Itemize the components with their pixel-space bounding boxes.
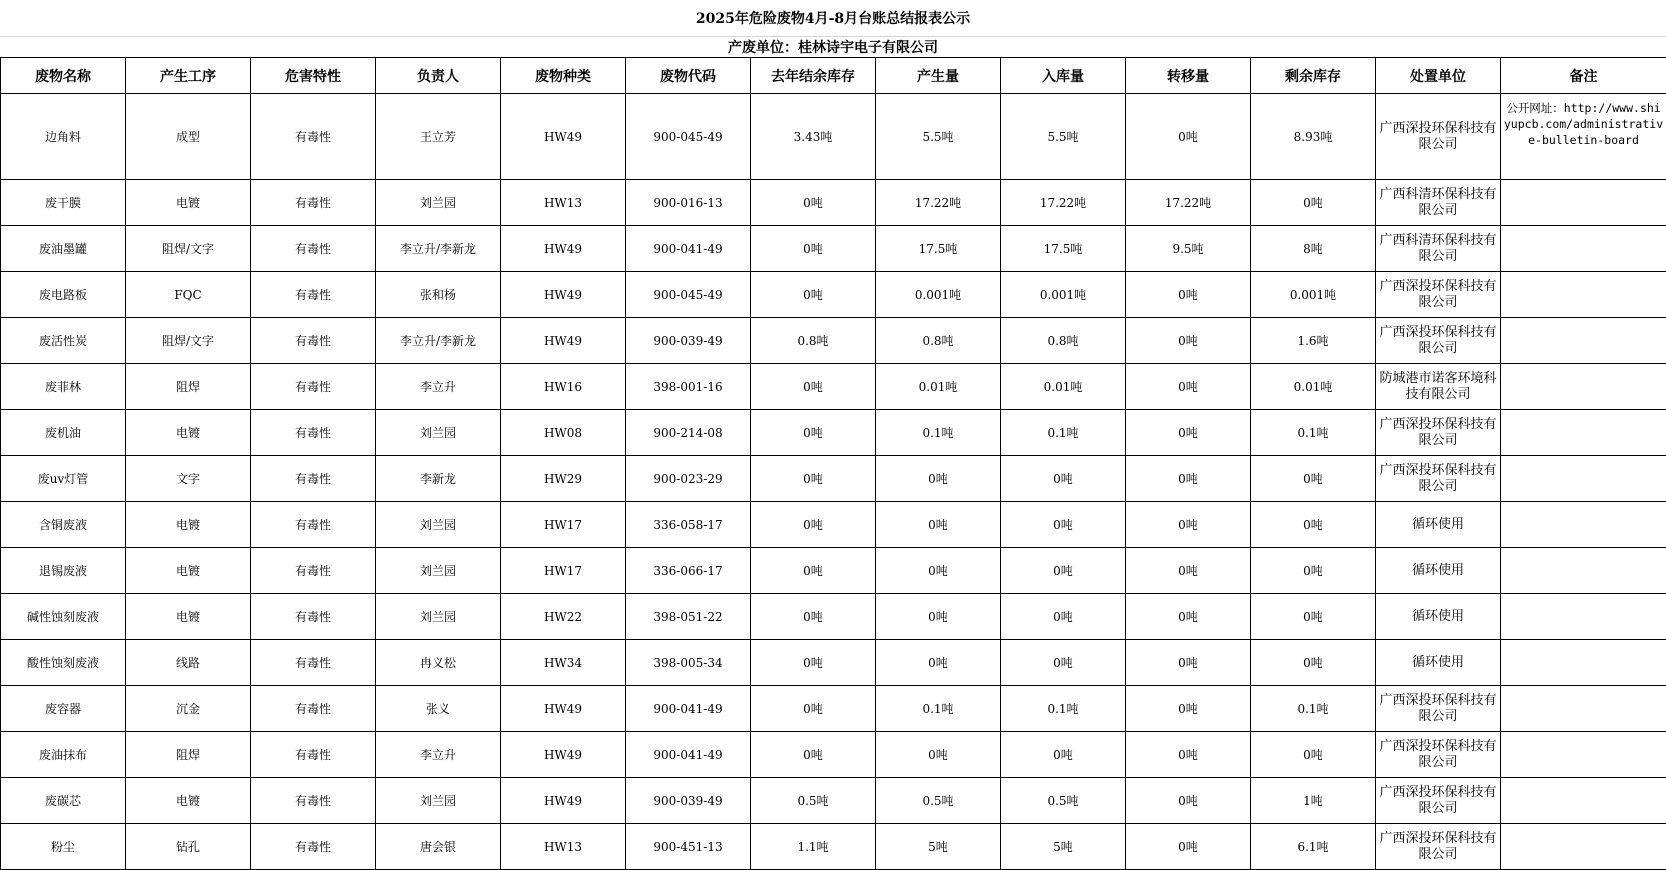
table-cell: 边角料	[1, 94, 126, 180]
table-cell	[1501, 778, 1666, 824]
table-cell: 0.001吨	[1251, 272, 1376, 318]
table-cell: 刘兰园	[376, 778, 501, 824]
header-row	[1, 58, 1666, 94]
table-cell: 3.43吨	[751, 94, 876, 180]
table-cell: 9.5吨	[1126, 226, 1251, 272]
table-cell: 成型	[126, 94, 251, 180]
table-cell: 酸性蚀刻废液	[1, 640, 126, 686]
table-cell: 900-016-13	[626, 180, 751, 226]
table-cell: 钻孔	[126, 824, 251, 870]
table-row	[1, 272, 1666, 318]
table-cell: 废容器	[1, 686, 126, 732]
table-cell: 张和杨	[376, 272, 501, 318]
table-cell: 广西深投环保科技有限公司	[1376, 686, 1501, 732]
table-cell: 900-041-49	[626, 686, 751, 732]
table-cell: HW49	[501, 686, 626, 732]
table-cell: 有毒性	[251, 778, 376, 824]
table-cell: 900-041-49	[626, 226, 751, 272]
table-cell: 碱性蚀刻废液	[1, 594, 126, 640]
table-cell: 0吨	[751, 226, 876, 272]
table-cell: HW34	[501, 640, 626, 686]
table-cell: 有毒性	[251, 824, 376, 870]
table-cell: 0吨	[1126, 364, 1251, 410]
table-cell: 李立升	[376, 364, 501, 410]
table-cell: HW13	[501, 824, 626, 870]
table-cell: HW29	[501, 456, 626, 502]
table-cell: 广西深投环保科技有限公司	[1376, 410, 1501, 456]
table-cell: 0吨	[1126, 548, 1251, 594]
table-cell: 0吨	[1126, 456, 1251, 502]
table-cell: 废油抹布	[1, 732, 126, 778]
table-cell: 废机油	[1, 410, 126, 456]
table-cell: 0吨	[751, 502, 876, 548]
table-cell: 王立芳	[376, 94, 501, 180]
table-cell: 398-001-16	[626, 364, 751, 410]
table-row	[1, 456, 1666, 502]
table-cell: 0吨	[876, 732, 1001, 778]
table-cell: 有毒性	[251, 364, 376, 410]
table-cell: 有毒性	[251, 548, 376, 594]
table-cell: 0吨	[1251, 456, 1376, 502]
table-cell: 电镀	[126, 548, 251, 594]
table-cell: 0吨	[751, 686, 876, 732]
table-cell: 0吨	[751, 456, 876, 502]
table-cell	[1501, 272, 1666, 318]
table-cell: 0.8吨	[751, 318, 876, 364]
table-cell: 0吨	[1126, 410, 1251, 456]
table-cell: 0吨	[1251, 548, 1376, 594]
report-title: 2025年危险废物4月-8月台账总结报表公示	[0, 0, 1666, 37]
table-cell: 有毒性	[251, 502, 376, 548]
table-cell: 0吨	[751, 410, 876, 456]
table-cell: 5.5吨	[876, 94, 1001, 180]
table-cell: 废菲林	[1, 364, 126, 410]
table-cell: HW49	[501, 732, 626, 778]
table-cell: 废干膜	[1, 180, 126, 226]
table-row	[1, 824, 1666, 870]
column-header: 产生量	[876, 58, 1001, 94]
table-cell: 阻焊	[126, 364, 251, 410]
table-cell: 0吨	[1001, 732, 1126, 778]
table-cell: 0吨	[1251, 732, 1376, 778]
table-cell	[1501, 410, 1666, 456]
table-cell: 广西深投环保科技有限公司	[1376, 732, 1501, 778]
table-cell: 0吨	[1251, 594, 1376, 640]
table-cell: 0吨	[751, 640, 876, 686]
table-cell: 0吨	[1126, 502, 1251, 548]
table-cell: HW49	[501, 778, 626, 824]
table-cell: 广西深投环保科技有限公司	[1376, 318, 1501, 364]
table-cell: 废电路板	[1, 272, 126, 318]
table-cell: 5吨	[876, 824, 1001, 870]
table-cell: 0吨	[876, 456, 1001, 502]
column-header: 去年结余库存	[751, 58, 876, 94]
table-row	[1, 502, 1666, 548]
column-header: 危害特性	[251, 58, 376, 94]
table-cell: 阻焊/文字	[126, 226, 251, 272]
table-cell: 0.01吨	[1001, 364, 1126, 410]
table-cell: 0吨	[876, 502, 1001, 548]
table-cell: 文字	[126, 456, 251, 502]
table-cell: 0.1吨	[1251, 410, 1376, 456]
table-cell: 电镀	[126, 180, 251, 226]
table-cell: 0.1吨	[1251, 686, 1376, 732]
table-cell: 广西科清环保科技有限公司	[1376, 226, 1501, 272]
table-cell: 8.93吨	[1251, 94, 1376, 180]
table-cell: 公开网址：http://www.shiyupcb.com/administrative-bulletin-board	[1501, 94, 1666, 180]
table-cell: 0吨	[876, 594, 1001, 640]
table-cell: 5吨	[1001, 824, 1126, 870]
table-cell: 0吨	[1126, 778, 1251, 824]
table-cell: 有毒性	[251, 594, 376, 640]
table-cell: 循环使用	[1376, 502, 1501, 548]
table-cell: 循环使用	[1376, 594, 1501, 640]
table-cell	[1501, 180, 1666, 226]
table-cell	[1501, 548, 1666, 594]
table-cell: 有毒性	[251, 732, 376, 778]
table-cell: 电镀	[126, 594, 251, 640]
table-cell: 0吨	[1126, 318, 1251, 364]
table-cell: 0吨	[1126, 94, 1251, 180]
table-cell: 0.1吨	[1001, 410, 1126, 456]
table-cell: 0.001吨	[1001, 272, 1126, 318]
table-cell: 900-039-49	[626, 778, 751, 824]
table-cell: 0吨	[1251, 180, 1376, 226]
table-cell: 900-041-49	[626, 732, 751, 778]
table-cell: 电镀	[126, 778, 251, 824]
table-cell: 336-066-17	[626, 548, 751, 594]
table-cell: 线路	[126, 640, 251, 686]
table-cell: 0.5吨	[751, 778, 876, 824]
table-cell: 李立升/李新龙	[376, 318, 501, 364]
table-cell: 0吨	[1001, 640, 1126, 686]
table-cell	[1501, 824, 1666, 870]
table-cell: 有毒性	[251, 686, 376, 732]
table-cell: 0吨	[751, 364, 876, 410]
table-cell: 398-051-22	[626, 594, 751, 640]
column-header: 负责人	[376, 58, 501, 94]
table-cell: 900-451-13	[626, 824, 751, 870]
table-cell	[1501, 364, 1666, 410]
table-cell: 0吨	[1001, 548, 1126, 594]
table-row	[1, 594, 1666, 640]
table-cell: 粉尘	[1, 824, 126, 870]
table-cell: 有毒性	[251, 226, 376, 272]
table-cell: 0吨	[1001, 502, 1126, 548]
table-row	[1, 364, 1666, 410]
table-cell: 0.1吨	[876, 686, 1001, 732]
table-cell: HW49	[501, 94, 626, 180]
table-cell: 阻焊	[126, 732, 251, 778]
table-cell: 0.5吨	[1001, 778, 1126, 824]
table-cell: 1.1吨	[751, 824, 876, 870]
table-cell: 0吨	[1126, 594, 1251, 640]
table-cell: 0吨	[1126, 732, 1251, 778]
table-cell: 0吨	[751, 180, 876, 226]
table-cell: 0吨	[1126, 824, 1251, 870]
table-cell: HW17	[501, 502, 626, 548]
table-row	[1, 640, 1666, 686]
table-cell: 336-058-17	[626, 502, 751, 548]
table-cell: 0吨	[751, 732, 876, 778]
table-cell: 冉义松	[376, 640, 501, 686]
table-row	[1, 226, 1666, 272]
table-cell: 防城港市诺客环境科技有限公司	[1376, 364, 1501, 410]
table-cell: 0.01吨	[876, 364, 1001, 410]
table-row	[1, 410, 1666, 456]
table-cell: 有毒性	[251, 180, 376, 226]
table-cell: 900-023-29	[626, 456, 751, 502]
table-cell: 李立升	[376, 732, 501, 778]
table-cell: 退锡废液	[1, 548, 126, 594]
table-cell: 0.1吨	[876, 410, 1001, 456]
table-cell: 0吨	[1126, 686, 1251, 732]
table-cell: 废碳芯	[1, 778, 126, 824]
table-cell: 0.01吨	[1251, 364, 1376, 410]
table-cell: 广西深投环保科技有限公司	[1376, 456, 1501, 502]
table-cell: 0吨	[1001, 456, 1126, 502]
table-cell: 电镀	[126, 502, 251, 548]
table-cell: 0吨	[876, 640, 1001, 686]
column-header: 剩余库存	[1251, 58, 1376, 94]
table-cell: 8吨	[1251, 226, 1376, 272]
column-header: 备注	[1501, 58, 1666, 94]
table-cell: HW13	[501, 180, 626, 226]
table-row	[1, 548, 1666, 594]
table-cell: 李新龙	[376, 456, 501, 502]
table-cell: 含铜废液	[1, 502, 126, 548]
table-cell: 900-214-08	[626, 410, 751, 456]
table-cell: 0.8吨	[876, 318, 1001, 364]
table-cell	[1501, 456, 1666, 502]
table-cell: 有毒性	[251, 640, 376, 686]
table-cell: 0吨	[1251, 502, 1376, 548]
column-header: 产生工序	[126, 58, 251, 94]
table-cell: 0.8吨	[1001, 318, 1126, 364]
table-cell: HW49	[501, 318, 626, 364]
column-header: 废物名称	[1, 58, 126, 94]
table-row	[1, 686, 1666, 732]
table-cell: 0.001吨	[876, 272, 1001, 318]
table-cell: 0吨	[1251, 640, 1376, 686]
table-cell: 广西科清环保科技有限公司	[1376, 180, 1501, 226]
column-header: 入库量	[1001, 58, 1126, 94]
producer-unit-line: 产废单位：桂林诗宇电子有限公司	[0, 37, 1666, 57]
table-cell: 有毒性	[251, 410, 376, 456]
table-cell: 刘兰园	[376, 594, 501, 640]
column-header: 废物代码	[626, 58, 751, 94]
table-cell: 0吨	[1001, 594, 1126, 640]
table-cell: 0吨	[876, 548, 1001, 594]
table-cell: 0.1吨	[1001, 686, 1126, 732]
table-cell: 17.22吨	[1126, 180, 1251, 226]
table-cell: HW16	[501, 364, 626, 410]
table-cell: 17.5吨	[876, 226, 1001, 272]
table-cell: 17.22吨	[1001, 180, 1126, 226]
table-cell: 0吨	[1126, 640, 1251, 686]
table-cell: 398-005-34	[626, 640, 751, 686]
column-header: 废物种类	[501, 58, 626, 94]
table-cell: 唐会银	[376, 824, 501, 870]
table-cell: 循环使用	[1376, 548, 1501, 594]
table-row	[1, 180, 1666, 226]
table-cell: 0吨	[751, 594, 876, 640]
table-cell: 0吨	[751, 548, 876, 594]
table-cell: 废uv灯管	[1, 456, 126, 502]
table-cell: HW49	[501, 226, 626, 272]
table-cell: 刘兰园	[376, 410, 501, 456]
table-cell: HW08	[501, 410, 626, 456]
table-cell: 废油墨罐	[1, 226, 126, 272]
table-cell	[1501, 686, 1666, 732]
table-cell: 循环使用	[1376, 640, 1501, 686]
table-cell: 广西深投环保科技有限公司	[1376, 94, 1501, 180]
table-cell	[1501, 318, 1666, 364]
table-cell: 有毒性	[251, 456, 376, 502]
table-cell: 电镀	[126, 410, 251, 456]
table-cell: 1吨	[1251, 778, 1376, 824]
table-cell: 1.6吨	[1251, 318, 1376, 364]
table-row	[1, 318, 1666, 364]
table-cell: 李立升/李新龙	[376, 226, 501, 272]
table-row	[1, 778, 1666, 824]
table-cell: 900-045-49	[626, 94, 751, 180]
column-header: 处置单位	[1376, 58, 1501, 94]
table-cell: 有毒性	[251, 94, 376, 180]
table-cell: 有毒性	[251, 318, 376, 364]
table-row	[1, 94, 1666, 180]
table-cell: 0.5吨	[876, 778, 1001, 824]
table-cell	[1501, 226, 1666, 272]
table-cell: 广西深投环保科技有限公司	[1376, 824, 1501, 870]
table-cell: 17.5吨	[1001, 226, 1126, 272]
table-cell: HW22	[501, 594, 626, 640]
table-cell: 900-045-49	[626, 272, 751, 318]
table-cell: 刘兰园	[376, 548, 501, 594]
table-row	[1, 732, 1666, 778]
table-cell: 0吨	[1126, 272, 1251, 318]
table-cell: 废活性炭	[1, 318, 126, 364]
table-cell: 沉金	[126, 686, 251, 732]
table-cell: HW49	[501, 272, 626, 318]
table-cell: 有毒性	[251, 272, 376, 318]
table-body	[1, 94, 1666, 870]
table-cell: 0吨	[751, 272, 876, 318]
table-cell: 张义	[376, 686, 501, 732]
waste-ledger-table	[0, 57, 1666, 870]
table-cell: 刘兰园	[376, 180, 501, 226]
table-cell: 900-039-49	[626, 318, 751, 364]
table-cell: 6.1吨	[1251, 824, 1376, 870]
table-cell: 广西深投环保科技有限公司	[1376, 778, 1501, 824]
table-cell: 广西深投环保科技有限公司	[1376, 272, 1501, 318]
table-cell	[1501, 732, 1666, 778]
table-cell	[1501, 640, 1666, 686]
table-cell: FQC	[126, 272, 251, 318]
table-cell: 17.22吨	[876, 180, 1001, 226]
table-cell	[1501, 502, 1666, 548]
table-cell	[1501, 594, 1666, 640]
column-header: 转移量	[1126, 58, 1251, 94]
table-cell: 5.5吨	[1001, 94, 1126, 180]
table-cell: 刘兰园	[376, 502, 501, 548]
table-cell: 阻焊/文字	[126, 318, 251, 364]
table-cell: HW17	[501, 548, 626, 594]
